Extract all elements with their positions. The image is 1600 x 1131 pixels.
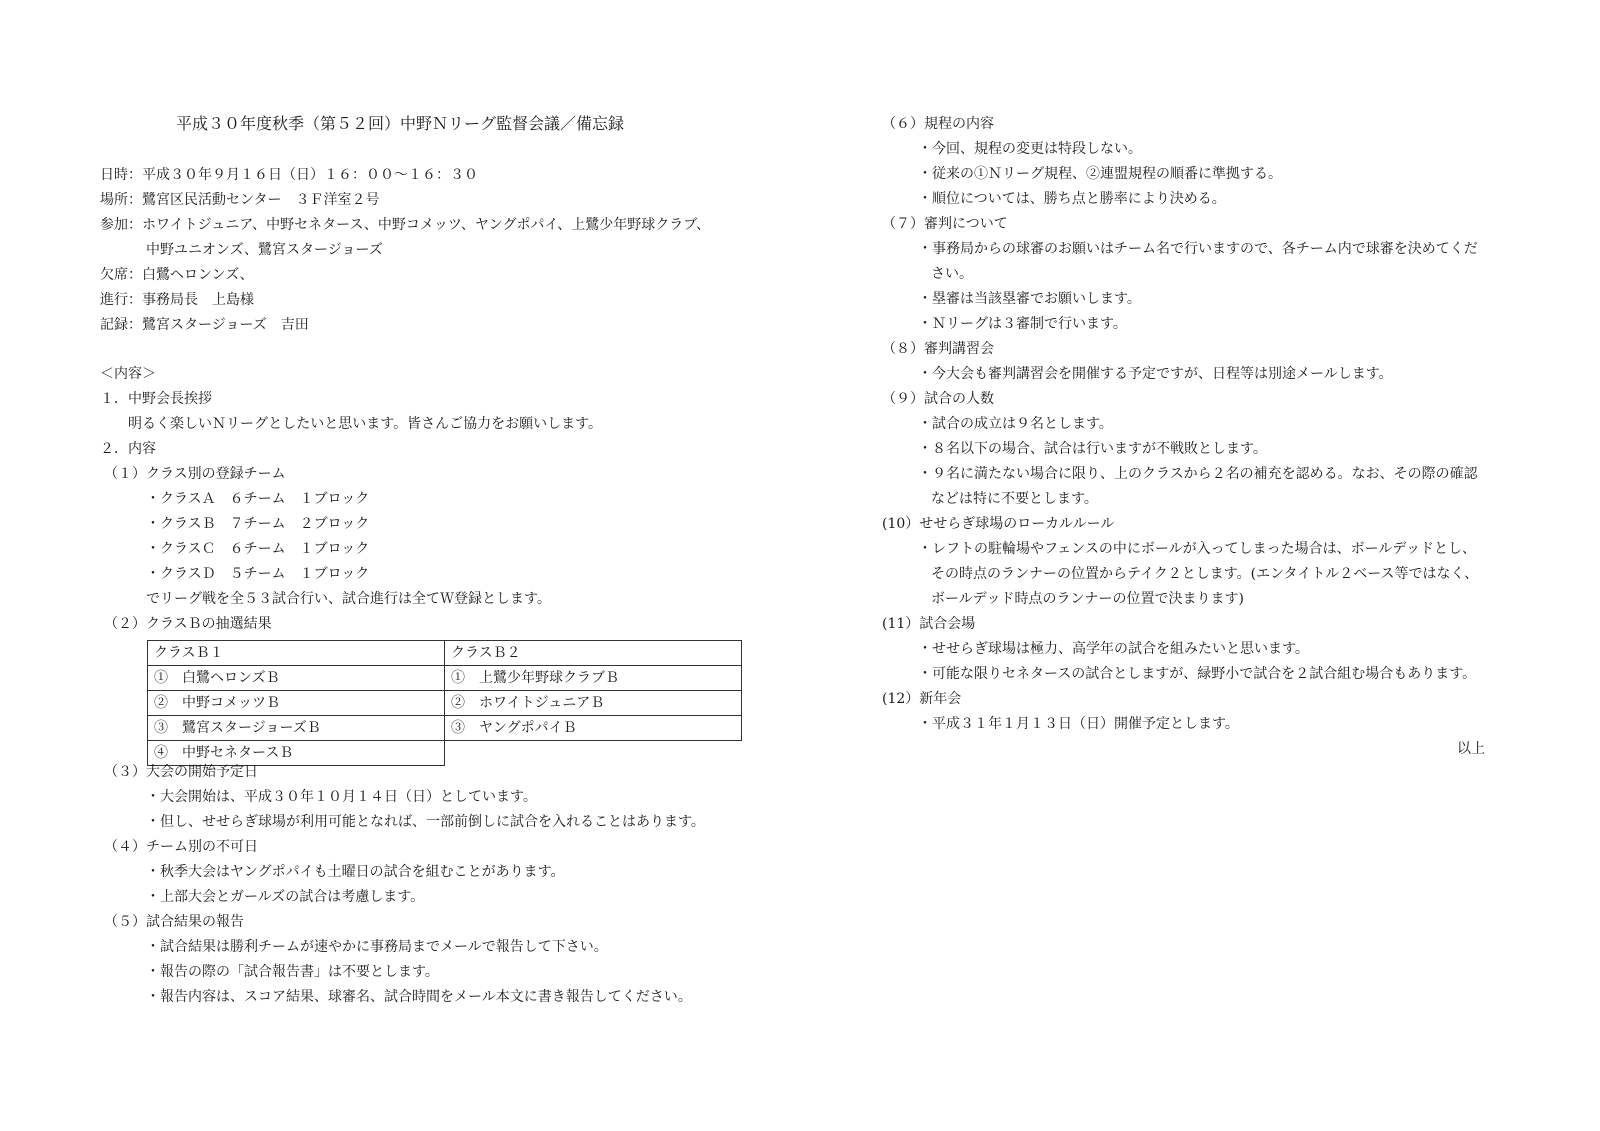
meta-record: 記録：鷺宮スタージョーズ 吉田: [100, 317, 309, 333]
table-header-cell: クラスＢ２: [445, 641, 742, 666]
sub5-heading: （５）試合結果の報告: [104, 914, 244, 930]
list-item: ・上部大会とガールズの試合は考慮します。: [146, 889, 425, 905]
list-item: ・報告の際の「試合報告書」は不要とします。: [146, 964, 439, 980]
class-b-lottery-table: [147, 640, 742, 766]
meta-host: 進行：事務局長 上島様: [100, 292, 254, 308]
table-cell: ④ 中野セネタースＢ: [148, 741, 445, 766]
meta-attendees: 参加：ホワイトジュニア、中野セネタース、中野コメッツ、ヤングポパイ、上鷺少年野球クラブ、: [100, 217, 711, 233]
document-title: 平成３０年度秋季（第５２回）中野Ｎリーグ監督会議／備忘録: [176, 114, 625, 133]
list-item: ・順位については、勝ち点と勝率により決める。: [918, 191, 1226, 207]
sub11-heading: (11）試合会場: [882, 616, 976, 632]
list-item-cont: ボールデッド時点のランナーの位置で決まります): [931, 591, 1244, 607]
meta-attendees-cont: 中野ユニオンズ、鷺宮スタージョーズ: [146, 242, 383, 258]
list-item: ・クラスＢ ７チーム ２ブロック: [146, 516, 370, 532]
table-cell-empty: [445, 741, 742, 766]
list-item: ・今回、規程の変更は特段しない。: [918, 141, 1142, 157]
table-row: [148, 666, 742, 691]
list-item: ・８名以下の場合、試合は行いますが不戦敗とします。: [918, 441, 1267, 457]
table-cell: ① 白鷺ヘロンズＢ: [148, 666, 445, 691]
sub1-note: でリーグ戦を全５３試合行い、試合進行は全てＷ登録とします。: [146, 591, 551, 607]
sub2-heading: （２）クラスＢの抽選結果: [104, 616, 272, 632]
list-item-cont: さい。: [931, 266, 973, 282]
list-item: ・可能な限りセネタースの試合としますが、緑野小で試合を２試合組む場合もあります。: [918, 666, 1477, 682]
table-cell: ② 中野コメッツＢ: [148, 691, 445, 716]
list-item: ・報告内容は、スコア結果、球審名、試合時間をメール本文に書き報告してください。: [146, 989, 692, 1005]
list-item: ・試合結果は勝利チームが速やかに事務局までメールで報告して下さい。: [146, 939, 608, 955]
meta-datetime: 日時：平成３０年９月１６日（日）１６：００〜１６：３０: [100, 167, 478, 183]
meta-absent: 欠席：白鷺ヘロンンズ、: [100, 267, 254, 283]
sub6-heading: （６）規程の内容: [882, 116, 994, 132]
section-1-text: 明るく楽しいＮリーグとしたいと思います。皆さんご協力をお願いします。: [128, 416, 603, 432]
table-cell: ③ 鷺宮スタージョーズＢ: [148, 716, 445, 741]
sub3-heading: （３）大会の開始予定日: [104, 764, 258, 780]
list-item: ・クラスＤ ５チーム １ブロック: [146, 566, 370, 582]
list-item: ・せせらぎ球場は極力、高学年の試合を組みたいと思います。: [918, 641, 1309, 657]
list-item: ・クラスＣ ６チーム １ブロック: [146, 541, 370, 557]
list-item: ・秋季大会はヤングポパイも土曜日の試合を組むことがあります。: [146, 864, 565, 880]
list-item: ・従来の①Ｎリーグ規程、②連盟規程の順番に準拠する。: [918, 166, 1282, 182]
list-item: ・クラスＡ ６チーム １ブロック: [146, 491, 370, 507]
table-row: [148, 691, 742, 716]
sub1-heading: （１）クラス別の登録チーム: [104, 466, 286, 482]
sub12-heading: (12）新年会: [882, 691, 962, 707]
table-cell: ② ホワイトジュニアＢ: [445, 691, 742, 716]
list-item: ・Ｎリーグは３審制で行います。: [918, 316, 1127, 332]
list-item: ・事務局からの球審のお願いはチーム名で行いますので、各チーム内で球審を決めてくだ: [918, 241, 1478, 257]
sub9-heading: （９）試合の人数: [882, 391, 994, 407]
list-item: ・大会開始は、平成３０年１０月１４日（日）としています。: [146, 789, 537, 805]
list-item-cont: などは特に不要とします。: [931, 491, 1098, 507]
closing-text: 以上: [1457, 741, 1485, 757]
list-item: ・今大会も審判講習会を開催する予定ですが、日程等は別途メールします。: [918, 366, 1393, 382]
table-row: [148, 716, 742, 741]
sub10-heading: (10）せせらぎ球場のローカルルール: [882, 516, 1115, 532]
list-item: ・平成３１年１月１３日（日）開催予定とします。: [918, 716, 1239, 732]
sub8-heading: （８）審判講習会: [882, 341, 994, 357]
sub4-heading: （４）チーム別の不可日: [104, 839, 258, 855]
section-2-heading: ２．内容: [100, 441, 156, 457]
list-item: ・試合の成立は９名とします。: [918, 416, 1113, 432]
sub7-heading: （７）審判について: [882, 216, 1008, 232]
table-header-row: [148, 641, 742, 666]
list-item: ・但し、せせらぎ球場が利用可能となれば、一部前倒しに試合を入れることはあります。: [146, 814, 705, 830]
table-cell: ① 上鷺少年野球クラブＢ: [445, 666, 742, 691]
contents-heading: ＜内容＞: [100, 366, 156, 382]
meta-place: 場所：鷺宮区民活動センター ３Ｆ洋室２号: [100, 192, 380, 208]
table-header-cell: クラスＢ１: [148, 641, 445, 666]
table-cell: ③ ヤングポパイＢ: [445, 716, 742, 741]
list-item: ・塁審は当該塁審でお願いします。: [918, 291, 1141, 307]
section-1-heading: １．中野会長挨拶: [100, 391, 212, 407]
list-item-cont: その時点のランナーの位置からテイク２とします。(エンタイトル２ベース等ではなく、: [931, 566, 1479, 582]
list-item: ・レフトの駐輪場やフェンスの中にボールが入ってしまった場合は、ボールデッドとし、: [918, 541, 1477, 557]
list-item: ・９名に満たない場合に限り、上のクラスから２名の補充を認める。なお、その際の確認: [918, 466, 1478, 482]
